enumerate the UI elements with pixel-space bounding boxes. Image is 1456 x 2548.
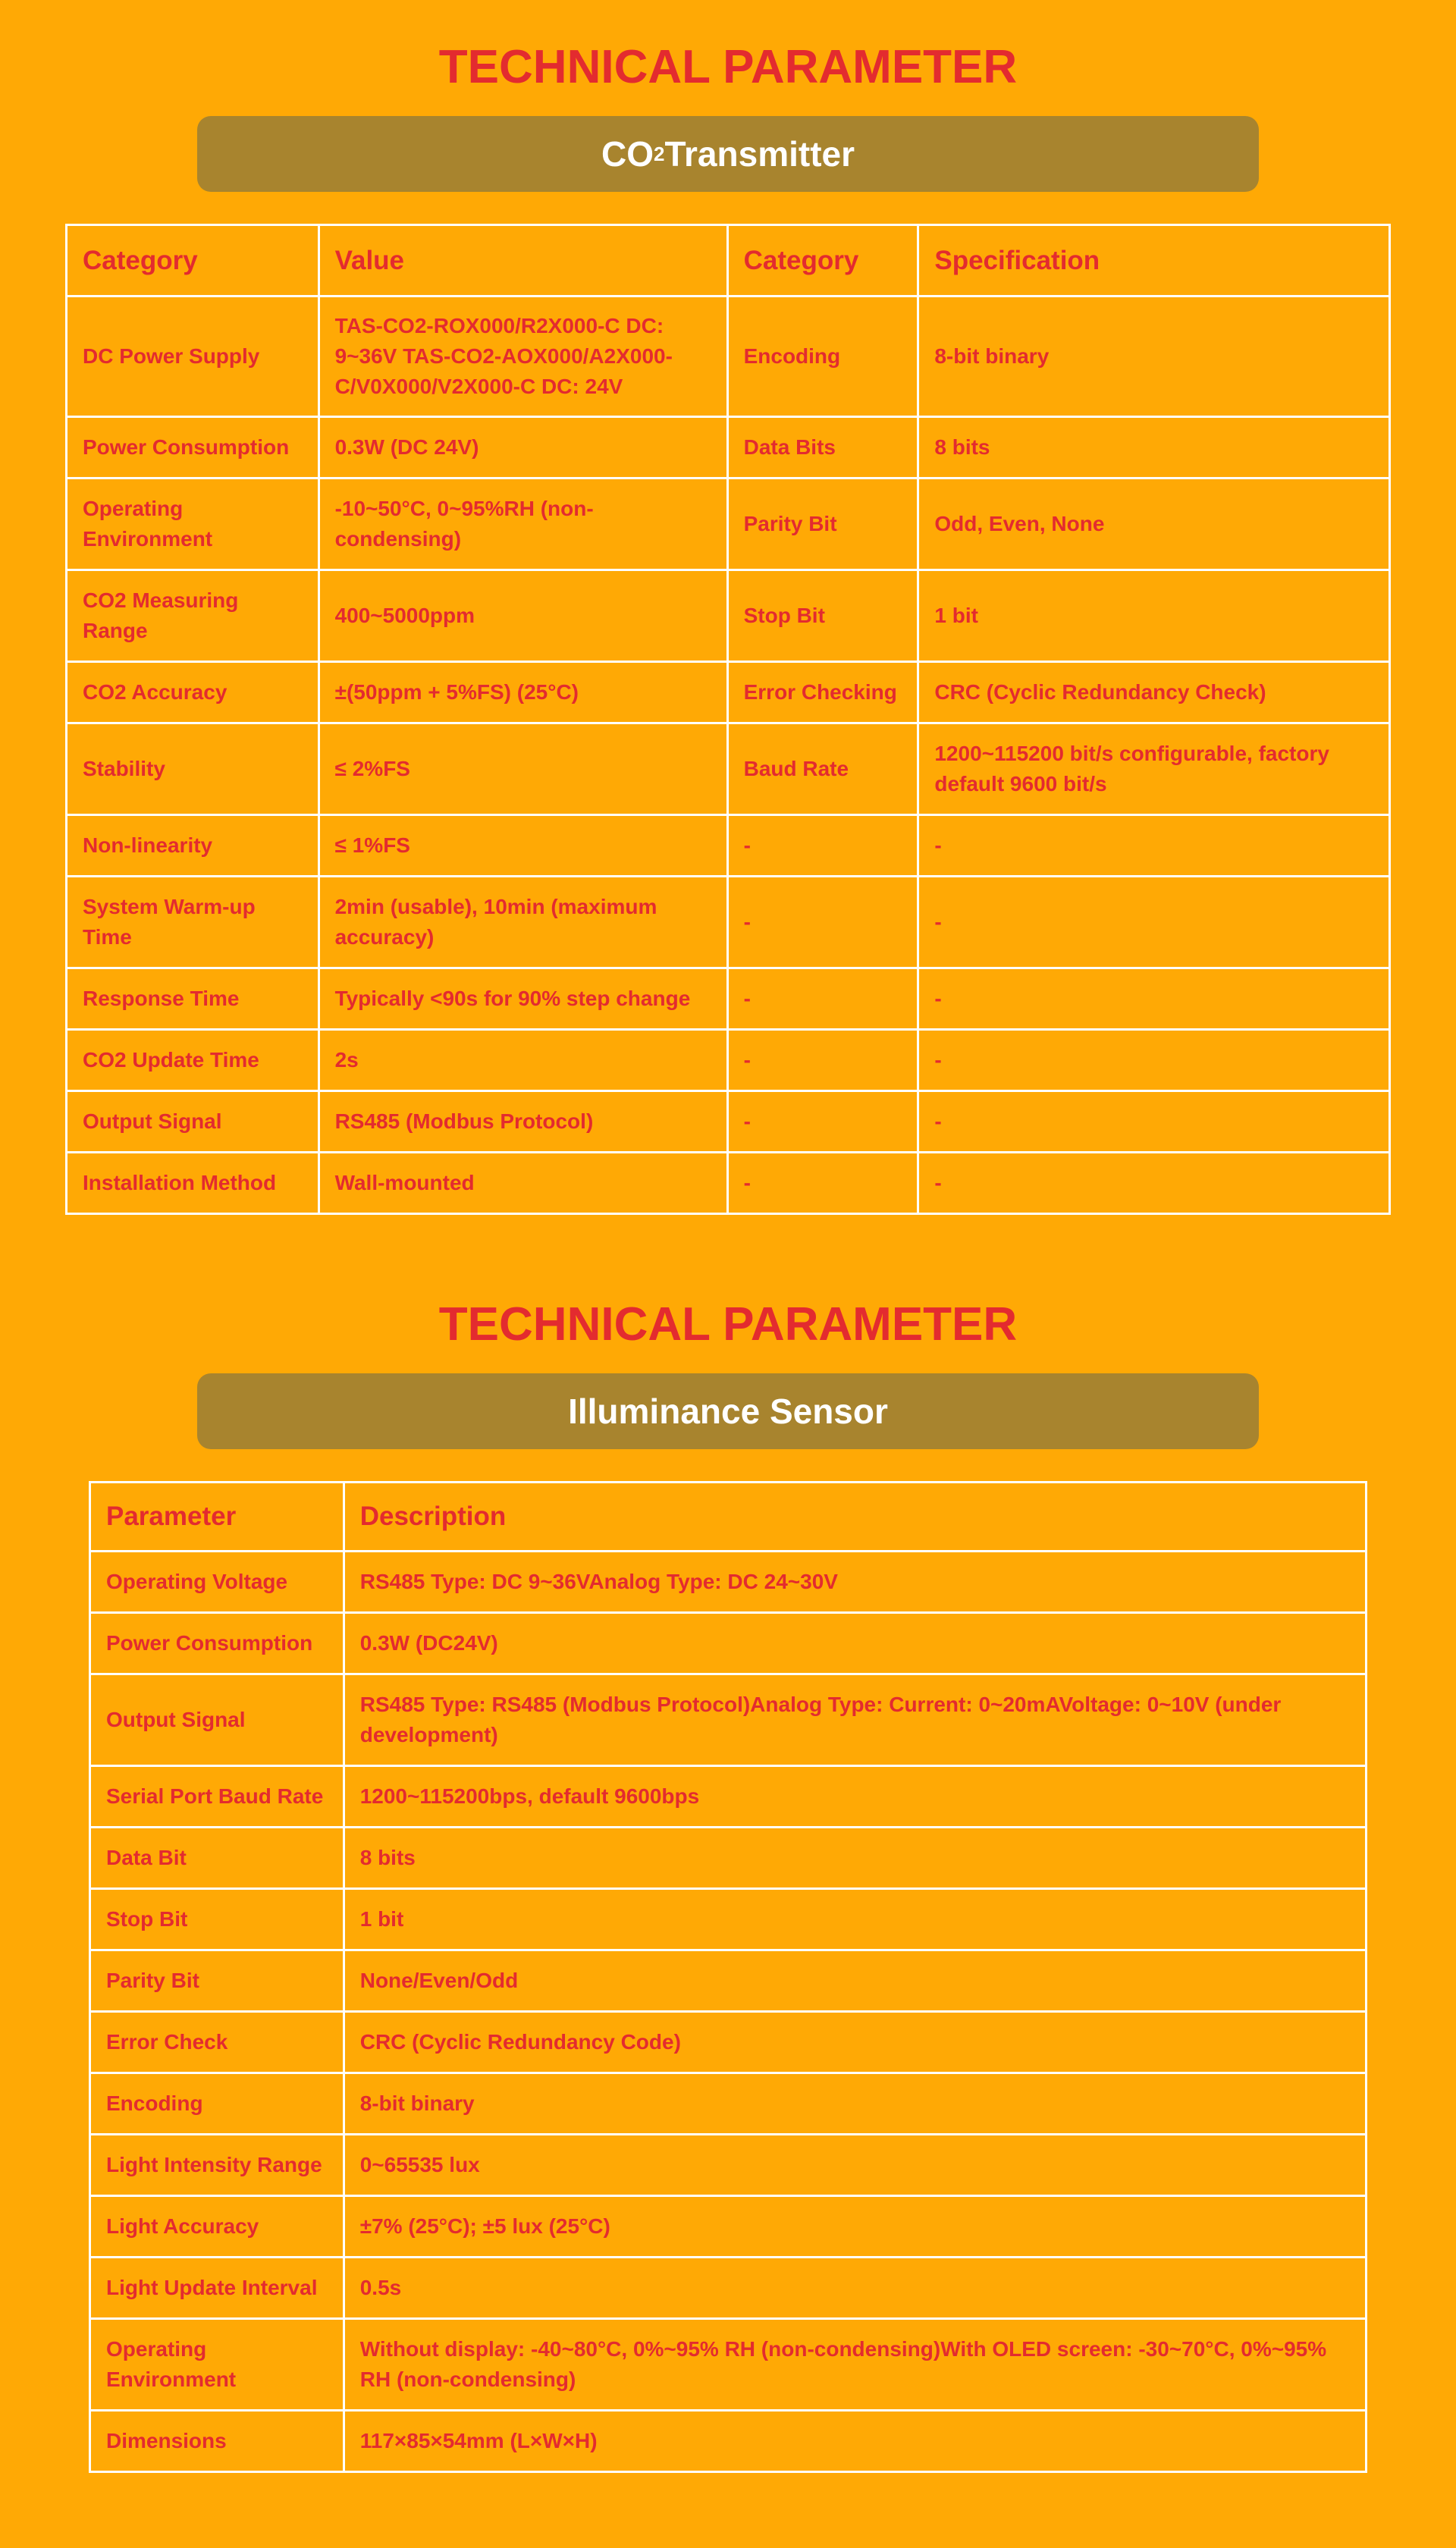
table-row [90, 2073, 1367, 2135]
cell-category: Stability [67, 723, 319, 815]
cell-description: 1200~115200bps, default 9600bps [344, 1766, 1366, 1828]
cell-specification: 8 bits [918, 417, 1390, 479]
cell-category-2: Error Checking [727, 662, 918, 723]
cell-value: 2s [318, 1030, 727, 1091]
cell-category-2: - [727, 1030, 918, 1091]
cell-category-2: - [727, 877, 918, 968]
cell-parameter: Light Update Interval [90, 2258, 344, 2319]
cell-category-2: Parity Bit [727, 479, 918, 570]
cell-value: ±(50ppm + 5%FS) (25°C) [318, 662, 727, 723]
cell-parameter: Serial Port Baud Rate [90, 1766, 344, 1828]
cell-value: RS485 (Modbus Protocol) [318, 1091, 727, 1153]
cell-category-2: - [727, 1091, 918, 1153]
table-row [67, 1030, 1390, 1091]
banner-suffix: Transmitter [664, 134, 855, 174]
cell-parameter: Stop Bit [90, 1889, 344, 1950]
table-row [67, 968, 1390, 1030]
cell-category: DC Power Supply [67, 297, 319, 417]
cell-description: RS485 Type: DC 9~36VAnalog Type: DC 24~30V [344, 1552, 1366, 1613]
table-row [90, 1889, 1367, 1950]
table-row [90, 1766, 1367, 1828]
table-row [90, 1950, 1367, 2012]
cell-specification: - [918, 1030, 1390, 1091]
cell-category-2: Stop Bit [727, 570, 918, 662]
cell-description: ±7% (25°C); ±5 lux (25°C) [344, 2196, 1366, 2258]
table-row [90, 2196, 1367, 2258]
cell-parameter: Light Accuracy [90, 2196, 344, 2258]
table-row [67, 815, 1390, 877]
cell-value: ≤ 2%FS [318, 723, 727, 815]
table-row [67, 417, 1390, 479]
header-parameter: Parameter [90, 1483, 344, 1552]
cell-value: Typically <90s for 90% step change [318, 968, 727, 1030]
cell-specification: 1 bit [918, 570, 1390, 662]
cell-description: 1 bit [344, 1889, 1366, 1950]
cell-category-2: - [727, 815, 918, 877]
cell-specification: - [918, 1091, 1390, 1153]
cell-category: Installation Method [67, 1153, 319, 1214]
cell-value: 0.3W (DC 24V) [318, 417, 727, 479]
cell-category-2: Data Bits [727, 417, 918, 479]
cell-description: 8-bit binary [344, 2073, 1366, 2135]
table-row [67, 662, 1390, 723]
cell-category-2: Encoding [727, 297, 918, 417]
cell-category: CO2 Measuring Range [67, 570, 319, 662]
cell-specification: 1200~115200 bit/s configurable, factory default 9600 bit/s [918, 723, 1390, 815]
cell-specification: - [918, 968, 1390, 1030]
co2-spec-table [65, 224, 1391, 1215]
illuminance-sensor-banner: Illuminance Sensor [197, 1373, 1259, 1449]
cell-value: ≤ 1%FS [318, 815, 727, 877]
cell-category: System Warm-up Time [67, 877, 319, 968]
table-row [67, 877, 1390, 968]
table-row [90, 2135, 1367, 2196]
cell-value: 400~5000ppm [318, 570, 727, 662]
table-row [67, 297, 1390, 417]
cell-description: None/Even/Odd [344, 1950, 1366, 2012]
cell-description: Without display: -40~80°C, 0%~95% RH (non-condensing)With OLED screen: -30~70°C, 0%~95% RH (non-condensing) [344, 2319, 1366, 2411]
table-row [67, 570, 1390, 662]
table-row [67, 1153, 1390, 1214]
cell-parameter: Encoding [90, 2073, 344, 2135]
cell-parameter: Operating Voltage [90, 1552, 344, 1613]
cell-value: Wall-mounted [318, 1153, 727, 1214]
cell-specification: 8-bit binary [918, 297, 1390, 417]
cell-description: RS485 Type: RS485 (Modbus Protocol)Analog Type: Current: 0~20mAVoltage: 0~10V (under development) [344, 1674, 1366, 1766]
banner-subscript: 2 [654, 142, 665, 165]
table-row [67, 1091, 1390, 1153]
cell-specification: Odd, Even, None [918, 479, 1390, 570]
table-row [90, 2411, 1367, 2472]
header-specification: Specification [918, 225, 1390, 297]
banner-prefix: CO [601, 134, 654, 174]
cell-category: Power Consumption [67, 417, 319, 479]
cell-specification: - [918, 877, 1390, 968]
co2-transmitter-banner [197, 116, 1259, 192]
section1-title: TECHNICAL PARAMETER [438, 41, 1018, 93]
cell-description: 0.5s [344, 2258, 1366, 2319]
cell-specification: - [918, 815, 1390, 877]
cell-value: 2min (usable), 10min (maximum accuracy) [318, 877, 727, 968]
table-row [67, 479, 1390, 570]
cell-description: 0~65535 lux [344, 2135, 1366, 2196]
table-row [90, 2319, 1367, 2411]
table-row [90, 1828, 1367, 1889]
cell-parameter: Output Signal [90, 1674, 344, 1766]
cell-parameter: Light Intensity Range [90, 2135, 344, 2196]
cell-specification: CRC (Cyclic Redundancy Check) [918, 662, 1390, 723]
table-header-row [67, 225, 1390, 297]
header-category-2: Category [727, 225, 918, 297]
table-row [90, 1552, 1367, 1613]
table-row [90, 1613, 1367, 1674]
table-header-row [90, 1483, 1367, 1552]
header-category: Category [67, 225, 319, 297]
cell-parameter: Operating Environment [90, 2319, 344, 2411]
cell-description: CRC (Cyclic Redundancy Code) [344, 2012, 1366, 2073]
cell-description: 117×85×54mm (L×W×H) [344, 2411, 1366, 2472]
cell-category: CO2 Update Time [67, 1030, 319, 1091]
header-description: Description [344, 1483, 1366, 1552]
table-row [90, 2012, 1367, 2073]
cell-category-2: - [727, 1153, 918, 1214]
cell-parameter: Parity Bit [90, 1950, 344, 2012]
table-row [90, 2258, 1367, 2319]
cell-specification: - [918, 1153, 1390, 1214]
table-row [67, 723, 1390, 815]
cell-category-2: - [727, 968, 918, 1030]
cell-category: Output Signal [67, 1091, 319, 1153]
cell-category: Operating Environment [67, 479, 319, 570]
cell-category: Non-linearity [67, 815, 319, 877]
cell-parameter: Dimensions [90, 2411, 344, 2472]
cell-description: 0.3W (DC24V) [344, 1613, 1366, 1674]
cell-category: CO2 Accuracy [67, 662, 319, 723]
cell-category: Response Time [67, 968, 319, 1030]
table-row [90, 1674, 1367, 1766]
cell-parameter: Power Consumption [90, 1613, 344, 1674]
cell-category-2: Baud Rate [727, 723, 918, 815]
illuminance-spec-table [89, 1481, 1367, 2473]
cell-value: -10~50°C, 0~95%RH (non-condensing) [318, 479, 727, 570]
section2-title: TECHNICAL PARAMETER [438, 1298, 1018, 1351]
header-value: Value [318, 225, 727, 297]
cell-parameter: Data Bit [90, 1828, 344, 1889]
cell-value: TAS-CO2-ROX000/R2X000-C DC: 9~36V TAS-CO2-AOX000/A2X000-C/V0X000/V2X000-C DC: 24V [318, 297, 727, 417]
cell-parameter: Error Check [90, 2012, 344, 2073]
cell-description: 8 bits [344, 1828, 1366, 1889]
